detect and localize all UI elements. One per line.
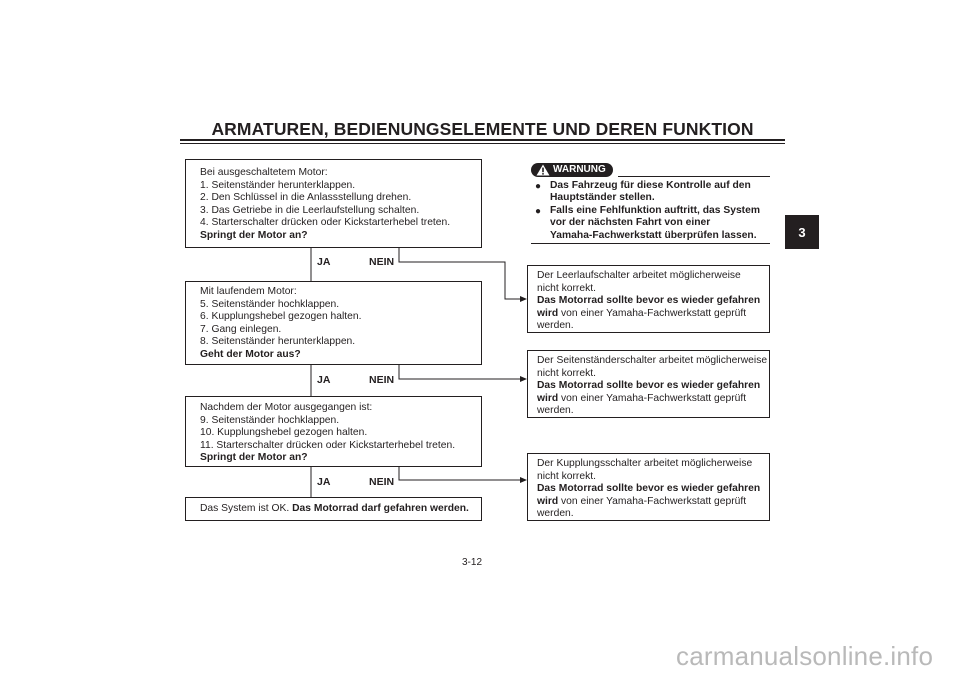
yes-label-3: JA — [317, 476, 331, 488]
step1-line: 1. Seitenständer herunterklappen. — [200, 179, 356, 191]
result-clutch-bold: Das Motorrad sollte bevor es wieder gefahren — [537, 483, 761, 495]
warning-label: WARNUNG — [553, 164, 606, 175]
result-clutch-rest: von einer Yamaha-Fachwerkstatt geprüft — [558, 495, 747, 507]
page-title: ARMATUREN, BEDIENUNGSELEMENTE UND DEREN FUNKTION — [211, 119, 754, 139]
result-sidestand-last: werden. — [537, 405, 574, 417]
step1-question: Springt der Motor an? — [200, 229, 308, 241]
step3-line: 10. Kupplungshebel gezogen halten. — [200, 427, 368, 439]
result-neutral-last: werden. — [537, 320, 574, 332]
bullet-icon: ● — [535, 181, 542, 192]
step1-line: 3. Das Getriebe in die Leerlaufstellung schalten. — [200, 204, 420, 216]
no-label-2: NEIN — [369, 374, 395, 386]
result-clutch-line: Der Kupplungsschalter arbeitet möglicherweise — [537, 458, 753, 469]
step1-line: 2. Den Schlüssel in die Anlassstellung drehen. — [200, 192, 412, 204]
result-neutral-bold-word: wird — [537, 307, 559, 319]
result-clutch-line: nicht korrekt. — [537, 470, 596, 482]
result-clutch-last: werden. — [537, 508, 574, 520]
warning-item-text: Das Fahrzeug für diese Kontrolle auf den — [550, 180, 751, 191]
result-sidestand-line: nicht korrekt. — [537, 367, 596, 379]
connector-no-3 — [399, 467, 526, 480]
step3-line: 11. Starterschalter drücken oder Kickstarterhebel treten. — [200, 439, 456, 451]
step2-line: 8. Seitenständer herunterklappen. — [200, 336, 356, 348]
result-sidestand-bold-word: wird — [537, 392, 559, 404]
result-sidestand-bold: Das Motorrad sollte bevor es wieder gefahren — [537, 380, 761, 392]
result-neutral-rest: von einer Yamaha-Fachwerkstatt geprüft — [558, 307, 747, 319]
warning-item-text: vor der nächsten Fahrt von einer — [550, 217, 711, 229]
step3-line: 9. Seitenständer hochklappen. — [200, 414, 340, 426]
warning-item-text: Yamaha-Fachwerkstatt überprüfen lassen. — [550, 229, 757, 241]
watermark: carmanualsonline.info — [676, 641, 934, 671]
warning-item-text: Hauptständer stellen. — [550, 192, 655, 204]
step1-line: 4. Starterschalter drücken oder Kickstarterhebel treten. — [200, 217, 451, 229]
result-ok-bold: Das Motorrad darf gefahren werden. — [292, 503, 469, 514]
no-label-1: NEIN — [369, 256, 395, 268]
step2-question: Geht der Motor aus? — [200, 348, 301, 360]
result-neutral-bold: Das Motorrad sollte bevor es wieder gefahren — [537, 295, 761, 307]
step2-line: Mit laufendem Motor: — [200, 286, 297, 297]
result-neutral-line: nicht korrekt. — [537, 282, 596, 294]
step3-question: Springt der Motor an? — [200, 452, 308, 464]
step3-line: Nachdem der Motor ausgegangen ist: — [200, 402, 373, 413]
result-sidestand-line: Der Seitenständerschalter arbeitet möglicherweise — [537, 355, 768, 366]
bullet-icon: ● — [535, 205, 542, 217]
page-number: 3-12 — [462, 557, 483, 568]
step2-line: 7. Gang einlegen. — [200, 323, 282, 335]
warning-item-text: Falls eine Fehlfunktion auftritt, das System — [550, 204, 760, 216]
yes-label-2: JA — [317, 374, 331, 386]
result-ok-text: Das System ist OK. — [200, 503, 293, 514]
yes-label-1: JA — [317, 256, 331, 268]
result-neutral-line: Der Leerlaufschalter arbeitet möglicherweise — [537, 270, 741, 281]
connector-no-1 — [399, 248, 526, 299]
step2-line: 6. Kupplungshebel gezogen halten. — [200, 311, 362, 323]
chapter-tab: 3 — [785, 215, 819, 249]
result-clutch-bold-word: wird — [537, 495, 559, 507]
step1-line: Bei ausgeschaltetem Motor: — [200, 167, 328, 178]
connector-no-2 — [399, 365, 526, 379]
no-label-3: NEIN — [369, 476, 395, 488]
step2-line: 5. Seitenständer hochklappen. — [200, 298, 340, 310]
result-sidestand-rest: von einer Yamaha-Fachwerkstatt geprüft — [558, 392, 747, 404]
